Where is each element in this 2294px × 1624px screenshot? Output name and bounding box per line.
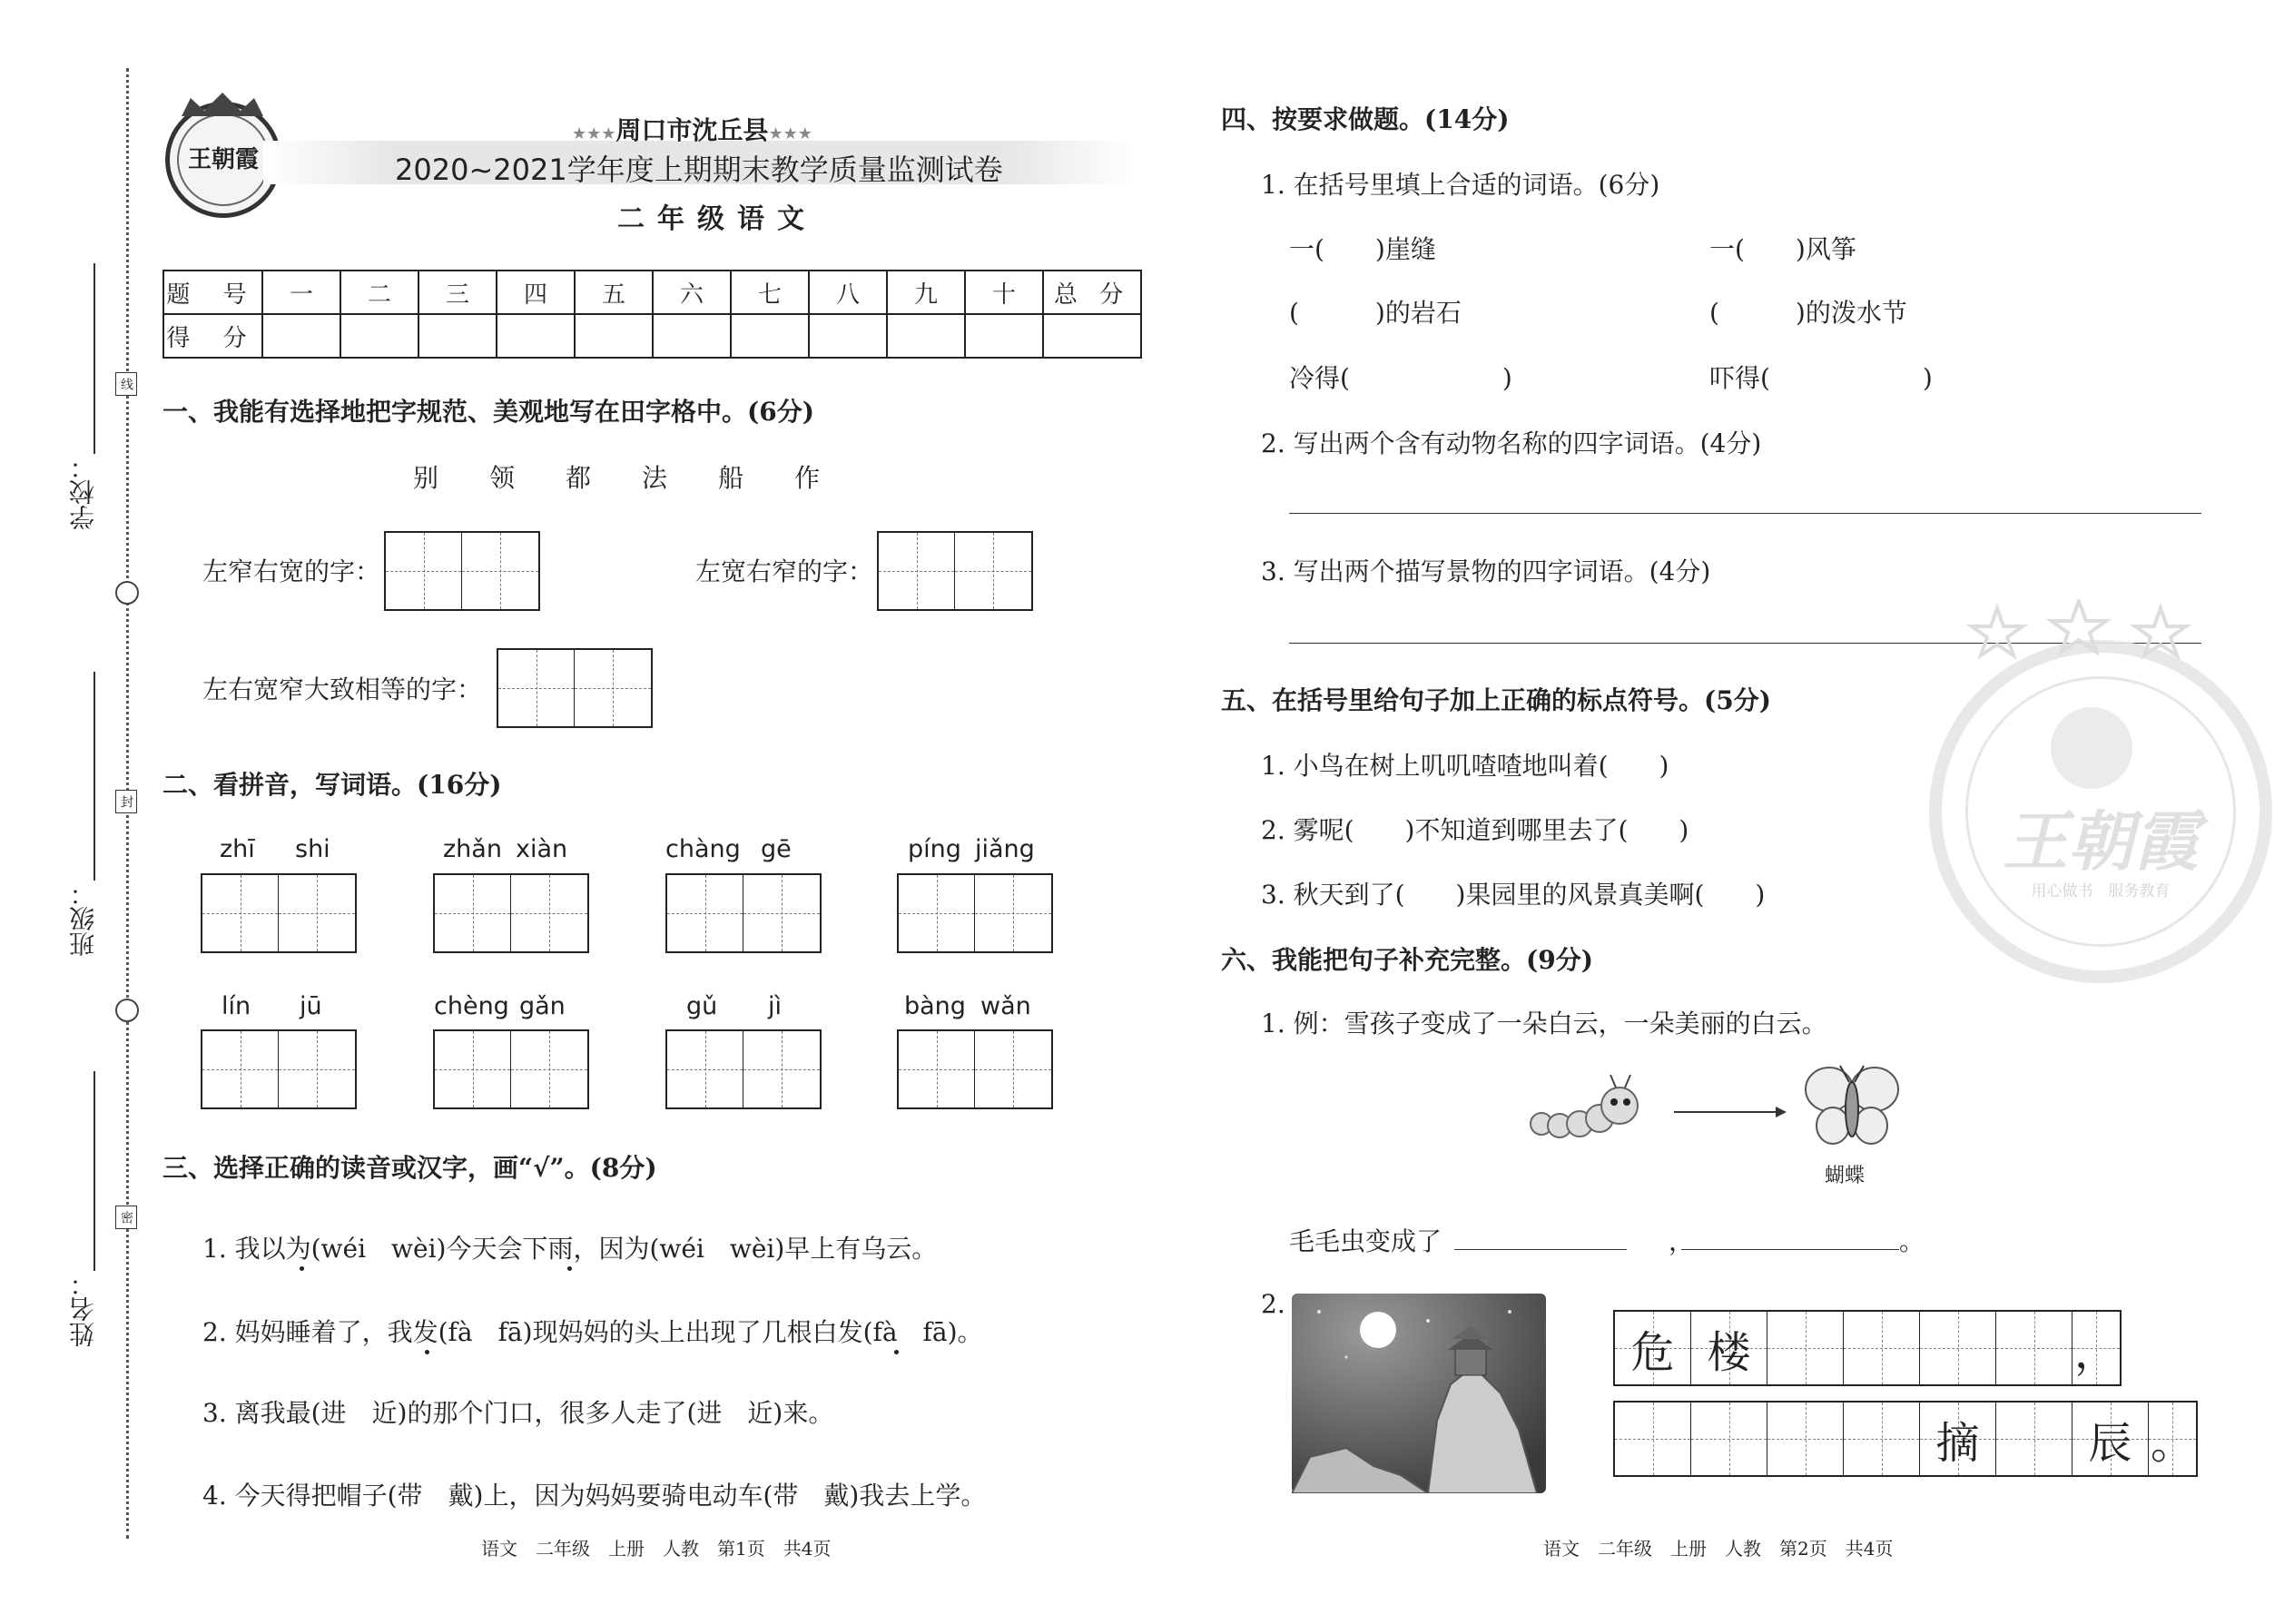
section4-title: 四、按要求做题。(14分) [1221,104,1510,134]
binding-hole-icon [115,999,139,1022]
char-item: 作 [794,463,821,493]
grid-char: ， [2073,1326,2118,1378]
pinyin: chèng [434,992,509,1020]
tian-grid[interactable] [897,1029,1053,1109]
table-cell: 八 [809,271,887,314]
table-cell: 一 [262,271,340,314]
tian-grid[interactable] [665,873,822,953]
answer-line[interactable] [1681,1249,1899,1250]
fill-item[interactable]: ( )的岩石 [1289,298,1462,328]
school-field[interactable] [94,263,95,454]
tian-grid-left-wide[interactable] [877,531,1033,611]
footer-right: 语文 二年级 上册 人教 第2页 共4页 [1543,1538,1894,1560]
section5-title: 五、在括号里给句子加上正确的标点符号。(5分) [1221,685,1771,715]
tian-grid-left-narrow[interactable] [384,531,540,611]
crown-icon [163,91,281,118]
fill-item[interactable]: 一( )崖缝 [1289,234,1436,264]
pinyin: shi [295,835,330,863]
arrow-icon [1670,1103,1788,1121]
grid-char: 摘 [1935,1417,1980,1469]
score-input[interactable] [731,314,809,358]
pinyin: gē [761,835,792,863]
equal-width-label: 左右宽窄大致相等的字： [202,674,483,704]
fill-item[interactable]: 吓得( ) [1709,363,1933,393]
score-table-header-row [163,271,1141,314]
score-input[interactable] [340,314,418,358]
footer-left: 语文 二年级 上册 人教 第1页 共4页 [481,1538,832,1560]
writing-grid-row1[interactable] [1613,1310,2122,1386]
fill-item[interactable]: ( )的泼水节 [1709,298,1907,328]
school-label: 学校： [68,454,98,530]
score-input[interactable] [887,314,965,358]
tian-grid[interactable] [665,1029,822,1109]
exam-subtitle: 二年级语文 [617,203,817,235]
watermark-name: 王朝霞 [2002,803,2199,880]
section6-title: 六、我能把句子补充完整。(9分) [1221,945,1593,975]
table-cell: 总 分 [1043,271,1141,314]
score-table [162,270,1142,359]
score-input[interactable] [965,314,1043,358]
table-cell: 五 [575,271,653,314]
section3-title: 三、选择正确的读音或汉字，画“√”。(8分) [162,1153,657,1183]
class-label: 班级： [68,881,98,957]
pinyin: zhī [220,835,255,863]
section3-item-4[interactable]: 4. 今天得把帽子(带 戴)上，因为妈妈要骑电动车(带 戴)我去上学。 [202,1481,987,1511]
pinyin: jiǎng [975,835,1035,863]
section3-item-3[interactable]: 3. 离我最(进 近)的那个门口，很多人走了(进 近)来。 [202,1398,834,1428]
answer-line[interactable] [1454,1249,1627,1250]
table-cell: 十 [965,271,1043,314]
table-cell: 七 [731,271,809,314]
char-item: 法 [642,463,668,493]
section4-q2: 2. 写出两个含有动物名称的四字词语。(4分) [1261,428,1762,458]
tian-grid-equal[interactable] [497,648,653,728]
period-mark: 。 [1899,1226,1925,1256]
binding-mark-secret: 密 [115,1206,137,1229]
exam-region: ★★★周口市沈丘县★★★ [572,115,812,145]
caterpillar-icon [1525,1071,1643,1144]
class-field[interactable] [94,672,95,881]
pinyin: chàng [665,835,741,863]
char-item: 船 [718,463,744,493]
watermark-seal [1929,640,2272,983]
pinyin: píng [908,835,961,863]
score-input[interactable] [809,314,887,358]
pinyin: gǎn [519,992,566,1020]
binding-hole-icon [115,581,139,605]
emphasis-dot [894,1350,899,1354]
section1-char-list [413,458,820,495]
name-field[interactable] [94,1071,95,1271]
binding-mark-seal: 封 [115,790,137,813]
table-cell: 二 [340,271,418,314]
exam-title: 2020~2021学年度上期期末教学质量监测试卷 [395,153,1003,187]
section5-item-3[interactable]: 3. 秋天到了( )果园里的风景真美啊( ) [1261,880,1766,910]
section4-q1: 1. 在括号里填上合适的词语。(6分) [1261,170,1660,200]
pinyin: jì [768,992,783,1020]
tian-grid[interactable] [433,873,589,953]
tian-grid[interactable] [433,1029,589,1109]
answer-line[interactable] [1289,513,2201,514]
writing-grid-row2[interactable] [1613,1401,2198,1477]
section2-title: 二、看拼音，写词语。(16分) [162,770,502,800]
comma-mark: ， [1669,1226,1695,1256]
char-item: 领 [489,463,516,493]
grid-char: 危 [1630,1326,1675,1378]
fill-item[interactable]: 冷得( ) [1289,363,1512,393]
grid-char: 楼 [1707,1326,1751,1378]
left-wide-label: 左宽右窄的字： [695,556,874,586]
caterpillar-sentence: 毛毛虫变成了 [1289,1226,1442,1256]
table-cell: 四 [497,271,575,314]
tian-grid[interactable] [897,873,1053,953]
pinyin: bàng [904,992,966,1020]
section1-title: 一、我能有选择地把字规范、美观地写在田字格中。(6分) [162,397,814,427]
char-item: 都 [566,463,592,493]
section4-q3: 3. 写出两个描写景物的四字词语。(4分) [1261,556,1711,586]
pinyin: gǔ [686,992,718,1020]
pinyin: wǎn [980,992,1031,1020]
score-input[interactable] [575,314,653,358]
tian-grid[interactable] [201,873,357,953]
score-input[interactable] [262,314,340,358]
watermark-slogan: 用心做书 服务教育 [2031,882,2171,901]
pinyin: lín [222,992,251,1020]
name-label: 姓名： [68,1271,98,1347]
score-input[interactable] [653,314,731,358]
section3-item-2[interactable]: 2. 妈妈睡着了，我发(fà fā)现妈妈的头上出现了几根白发(fà fā)。 [202,1317,983,1347]
score-input[interactable] [497,314,575,358]
emphasis-dot [567,1266,572,1271]
pinyin: jū [300,992,322,1020]
section5-item-2[interactable]: 2. 雾呢( )不知道到哪里去了( ) [1261,815,1689,845]
score-input[interactable] [1043,314,1141,358]
pinyin: zhǎn [443,835,502,863]
binding-mark-line: 线 [115,372,137,396]
table-cell: 题 号 [163,271,262,314]
fill-item[interactable]: 一( )风筝 [1709,234,1856,264]
emphasis-dot [425,1350,429,1354]
star-icons [1961,599,2197,663]
section6-q1: 1. 例：雪孩子变成了一朵白云，一朵美丽的白云。 [1261,1009,1827,1038]
grid-char: 。 [2150,1417,2194,1469]
score-table-score-row [163,314,1141,358]
grid-char: 辰 [2088,1417,2132,1469]
night-tower-illustration [1292,1294,1546,1493]
pinyin: xiàn [516,835,568,863]
table-cell: 三 [418,271,497,314]
tian-grid[interactable] [201,1029,357,1109]
table-cell: 九 [887,271,965,314]
table-cell: 得 分 [163,314,262,358]
section3-item-1[interactable]: 1. 我以为(wéi wèi)今天会下雨，因为(wéi wèi)早上有乌云。 [202,1234,938,1264]
section6-q2: 2. [1261,1289,1285,1319]
section5-item-1[interactable]: 1. 小鸟在树上叽叽喳喳地叫着( ) [1261,751,1669,781]
emphasis-dot [300,1266,304,1271]
logo-text: 王朝霞 [187,146,259,173]
butterfly-icon [1802,1062,1902,1153]
char-item: 别 [413,463,439,493]
butterfly-label: 蝴蝶 [1825,1165,1866,1187]
score-input[interactable] [418,314,497,358]
portrait-icon [2051,707,2132,789]
left-narrow-label: 左窄右宽的字： [202,556,381,586]
table-cell: 六 [653,271,731,314]
